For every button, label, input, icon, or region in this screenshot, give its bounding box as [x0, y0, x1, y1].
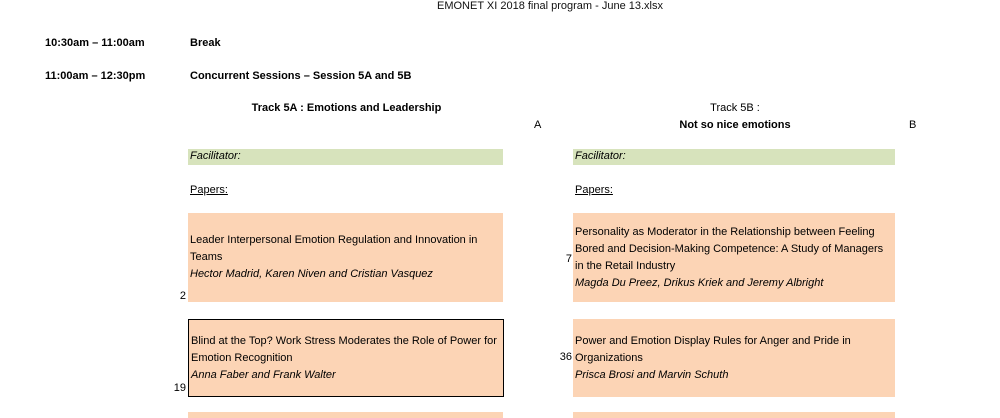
schedule-label-session: Concurrent Sessions – Session 5A and 5B: [190, 70, 412, 82]
schedule-time-break: 10:30am – 11:00am: [45, 37, 145, 49]
paper-authors: Anna Faber and Frank Walter: [191, 368, 336, 381]
paper-title: Leader Interpersonal Emotion Regulation and Innovation in Teams: [190, 234, 478, 263]
track-5a-papers-label: Papers:: [190, 184, 228, 196]
schedule-label-break: Break: [190, 37, 221, 49]
paper-title: Power and Emotion Display Rules for Anger and Pride in Organizations: [575, 334, 851, 364]
column-letter-a: A: [534, 119, 542, 131]
track-5b-title-line2: Not so nice emotions: [679, 119, 791, 131]
track-5a-paper-2[interactable]: [188, 319, 504, 397]
paper-title: Blind at the Top? Work Stress Moderates the Role of Power for Emotion Recognition: [191, 334, 497, 364]
column-letter-b: B: [909, 119, 917, 131]
paper-authors: Prisca Brosi and Marvin Schuth: [575, 368, 729, 381]
track-5a-paper-1-number: 2: [179, 290, 186, 302]
track-5b-paper-1[interactable]: [573, 213, 895, 302]
paper-authors: Magda Du Preez, Drikus Kriek and Jeremy Albright: [575, 276, 824, 289]
track-5b-paper-2[interactable]: [573, 319, 895, 397]
track-5a-facilitator-cell[interactable]: [188, 149, 503, 165]
paper-authors: Hector Madrid, Karen Niven and Cristian Vasquez: [190, 268, 433, 280]
document-title: EMONET XI 2018 final program - June 13.xlsx: [436, 0, 663, 12]
track-5a-paper-2-number: 19: [173, 382, 186, 394]
track-5b-next-paper[interactable]: [573, 412, 895, 418]
track-5b-paper-1-number: 7: [565, 253, 572, 265]
track-5a-title: Track 5A : Emotions and Leadership: [251, 102, 442, 114]
track-5b-papers-label: Papers:: [575, 184, 613, 196]
schedule-time-session: 11:00am – 12:30pm: [45, 70, 146, 82]
track-5b-paper-2-number: 36: [559, 351, 572, 363]
track-5a-facilitator-label: Facilitator:: [190, 150, 241, 162]
track-5b-facilitator-cell[interactable]: [573, 149, 895, 165]
track-5a-paper-1[interactable]: [188, 213, 503, 302]
track-5b-title-line1: Track 5B :: [710, 102, 760, 114]
paper-title: Personality as Moderator in the Relationship between Feeling Bored and Decision-Making Competence: A Study of Managers in the Retail Industry: [575, 225, 884, 272]
track-5b-facilitator-label: Facilitator:: [575, 150, 626, 162]
track-5a-next-paper[interactable]: [188, 412, 503, 418]
